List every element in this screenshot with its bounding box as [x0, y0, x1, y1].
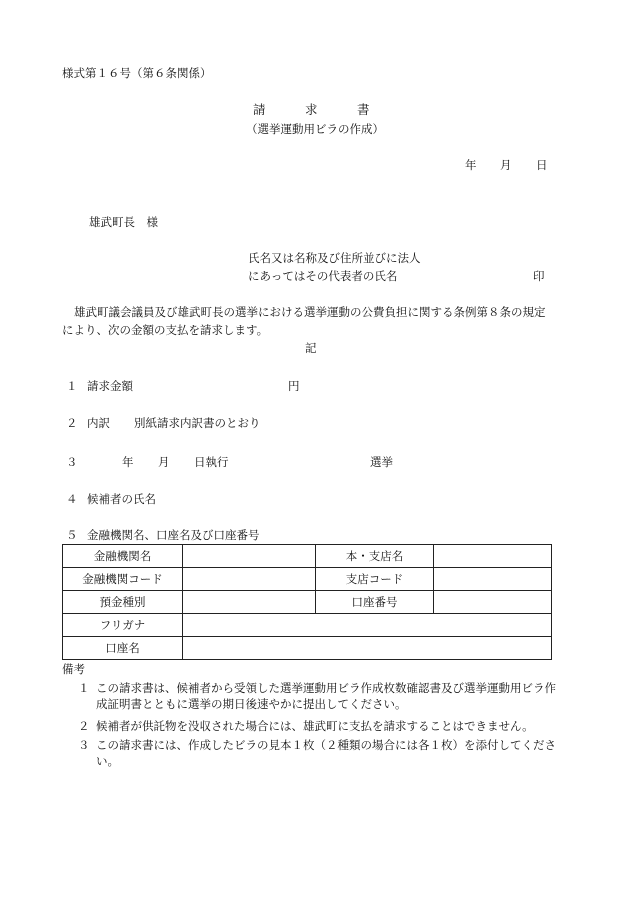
bank-account-table	[62, 544, 552, 660]
item-2-value: 別紙請求内訳書のとおり	[134, 416, 261, 430]
title-char-2: 求	[305, 102, 318, 117]
item-5-label: 金融機関名、口座名及び口座番号	[87, 528, 260, 542]
note-1	[78, 680, 562, 712]
title-char-1: 請	[253, 102, 266, 117]
item-3-day-exec: 日執行	[194, 455, 229, 469]
note-3-number: ３	[78, 738, 90, 752]
subtitle: （選挙運動用ビラの作成）	[246, 122, 384, 136]
bank-name-field[interactable]	[183, 545, 316, 568]
account-name-field[interactable]	[183, 637, 552, 660]
applicant-line-1: 氏名又は名称及び住所並びに法人	[248, 251, 421, 265]
table-row	[63, 591, 552, 614]
item-2-label: 内訳	[87, 416, 110, 430]
deposit-type-field[interactable]	[183, 591, 316, 614]
account-number-label: 口座番号	[316, 591, 434, 614]
item-1-label: 請求金額	[87, 379, 133, 393]
seal-mark: 印	[533, 269, 545, 283]
notes-heading: 備考	[62, 662, 85, 676]
table-row	[63, 568, 552, 591]
account-name-label: 口座名	[63, 637, 183, 660]
bank-name-label: 金融機関名	[63, 545, 183, 568]
account-number-field[interactable]	[434, 591, 552, 614]
form-number: 様式第１６号（第６条関係）	[62, 66, 212, 80]
table-row	[63, 637, 552, 660]
applicant-line-2: にあってはその代表者の氏名	[248, 269, 398, 283]
item-3-month: 月	[158, 455, 170, 469]
item-1-unit: 円	[288, 379, 300, 393]
branch-name-label: 本・支店名	[316, 545, 434, 568]
deposit-type-label: 預金種別	[63, 591, 183, 614]
table-row	[63, 545, 552, 568]
furigana-field[interactable]	[183, 614, 552, 637]
note-2	[78, 718, 562, 734]
item-4-label: 候補者の氏名	[87, 492, 156, 506]
item-3-year: 年	[122, 455, 134, 469]
note-2-text: 候補者が供託物を没収された場合には、雄武町に支払を請求することはできません。	[96, 719, 534, 733]
body-line-1: 雄武町議会議員及び雄武町長の選挙における選挙運動の公費負担に関する条例第８条の規定	[74, 305, 546, 319]
note-1-number: １	[78, 681, 90, 695]
branch-name-field[interactable]	[434, 545, 552, 568]
date-month: 月	[500, 158, 512, 172]
title-char-3: 書	[357, 102, 370, 117]
item-3-number: ３	[66, 455, 78, 469]
item-3-election: 選挙	[370, 455, 393, 469]
note-2-number: ２	[78, 719, 90, 733]
furigana-label: フリガナ	[63, 614, 183, 637]
addressee: 雄武町長 様	[89, 215, 158, 229]
ki-mark: 記	[305, 341, 317, 355]
note-3	[78, 737, 562, 769]
bank-code-field[interactable]	[183, 568, 316, 591]
item-1-number: １	[66, 379, 78, 393]
note-1-text: この請求書は、候補者から受領した選挙運動用ビラ作成枚数確認書及び選挙運動用ビラ作成証明書とともに選挙の期日後速やかに提出してください。	[96, 681, 556, 712]
date-day: 日	[536, 158, 548, 172]
item-2-number: ２	[66, 416, 78, 430]
item-4-number: ４	[66, 492, 78, 506]
note-3-text: この請求書には、作成したビラの見本１枚（２種類の場合には各１枚）を添付してください。	[96, 738, 556, 769]
bank-code-label: 金融機関コード	[63, 568, 183, 591]
branch-code-label: 支店コード	[316, 568, 434, 591]
table-row	[63, 614, 552, 637]
branch-code-field[interactable]	[434, 568, 552, 591]
date-year: 年	[465, 158, 477, 172]
item-5-number: ５	[66, 528, 78, 542]
body-line-2: により、次の金額の支払を請求します。	[62, 323, 269, 337]
